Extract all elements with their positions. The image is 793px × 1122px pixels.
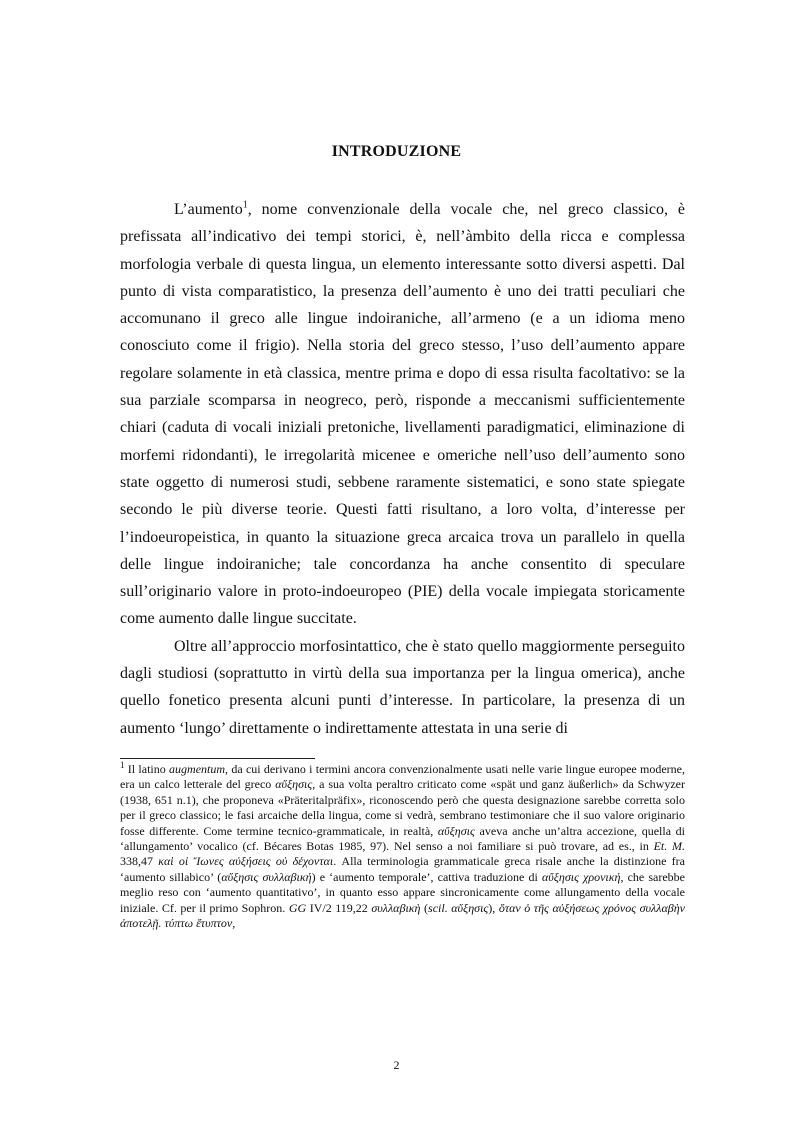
greek-term: αὔξησις: [437, 823, 475, 838]
greek-term: αὔξησις συλλαβική: [221, 869, 312, 884]
footnote-segment: ),: [488, 900, 499, 915]
footnote: [120, 762, 685, 931]
footnote-segment: (: [420, 900, 429, 915]
source-abbreviation: GG: [288, 900, 307, 915]
paragraph-text: Oltre all’approccio morfosintattico, che è stato quello maggiormente perseguito dagli studiosi (soprattutto in virtù della sua importanza per la lingua omerica), anche quello fonetico presenta alcuni punti d’interesse. In particolare, la presenza di un aumento ‘lungo’ direttamente o indirettamente attestata in una serie di: [120, 637, 685, 737]
greek-quote: ὅταν ὁ τῆς αὐξήσεως χρόνος συλλαβὴν ἀποτελῇ. τύπτω ἔτυπτον,: [120, 900, 686, 931]
footnote-segment: Il latino: [124, 762, 170, 776]
paragraph: [120, 196, 685, 633]
footnote-segment: . Alla terminologia grammaticale greca risale anche la distinzione fra ‘aumento sillabico’ (: [120, 854, 685, 884]
footnote-segment: IV/2 119,22: [306, 900, 372, 915]
section-title: INTRODUZIONE: [331, 143, 462, 160]
greek-term: αὔξησις: [451, 900, 489, 915]
footnote-segment: aveva anche un’altra accezione, quella di ‘allungamento’ vocalico (cf. Bécares Botas 1985, 97). Nel senso a noi familiare si può trovare, ad es., in: [120, 823, 685, 854]
paragraph-text: , nome convenzionale della vocale che, nel greco classico, è prefissata all’indicativo dei tempi storici, è, nell’àmbito della ricca e complessa morfologia verbale di questa lingua, un elemento interessante sotto diversi aspetti. Dal punto di vista comparatistico, la presenza dell’aumento è uno dei tratti peculiari che accomunano il greco alle lingue indoiraniche, all’armeno (e a un idioma meno conosciuto come il frigio). Nella storia del greco stesso, l’uso dell’aumento appare regolare solamente in età classica, mentre prima e dopo di essa risulta facoltativo: se la sua parziale scomparsa in neogreco, però, risponde a meccanismi sufficientemente chiari (caduta di vocali iniziali pretoniche, livellamenti paradigmatici, eliminazione di morfemi ridondanti), le irregolarità micenee e omeriche nell’uso dell’aumento sono state oggetto di numerosi studi, sebbene raramente sistematici, e sono state spiegate secondo le più diverse teorie. Questi fatti risultano, a loro volta, d’interesse per l’indoeuropeistica, in quanto la situazione greca arcaica trova un parallelo in quella delle lingue indoiraniche; tale concordanza ha anche consentito di speculare sull’originario valore in proto-indoeuropeo (PIE) della vocale impiegata storicamente come aumento dalle lingue succitate.: [120, 201, 685, 628]
greek-term: συλλαβικὴ: [371, 900, 421, 915]
greek-term: αὔξησις χρονική: [541, 869, 621, 884]
footnote-mark: 1: [120, 760, 125, 770]
footnote-text: [120, 762, 685, 931]
footnote-segment: , che sarebbe meglio reso con ‘aumento quantitativo’, in quanto esso appare sincronicamente come allungamento della vocale iniziale. Cf. per il primo Sophron.: [120, 869, 686, 915]
page-number: 2: [393, 1058, 400, 1072]
latin-abbreviation: scil.: [428, 900, 448, 915]
latin-term: augmentum: [169, 762, 226, 776]
footnote-segment: ) e ‘aumento temporale’, cattiva traduzione di: [311, 869, 542, 884]
greek-term: αὔξησις: [275, 777, 313, 792]
footnote-segment: 338,47: [120, 854, 159, 869]
body-text: [120, 196, 685, 742]
paragraph: [120, 633, 685, 742]
footnote-separator: [120, 758, 315, 759]
paragraph-text: L’aumento: [174, 201, 243, 218]
footnote-segment: , a sua volta peraltro criticato come «spät und ganz äußerlich» da Schwyzer (1938, 651 n.1), che proponeva «Präteritalpräfix», riconoscendo però che questa designazione sarebbe corretta solo per il greco classico; le fasi arcaiche della lingua, come si vedrà, sembrano testimoniare che il suo valore originario fosse differente. Come termine tecnico-grammaticale, in realtà,: [120, 777, 685, 838]
footnote-reference[interactable]: 1: [242, 199, 248, 211]
greek-quote: καὶ οἱ Ἴωνες αὐξήσεις οὐ δέχονται: [158, 854, 334, 869]
footnote-segment: , da cui derivano i termini ancora convenzionalmente usati nelle varie lingue europee moderne, era un calco letterale del greco: [120, 762, 685, 792]
source-abbreviation: Et. M.: [653, 839, 685, 854]
